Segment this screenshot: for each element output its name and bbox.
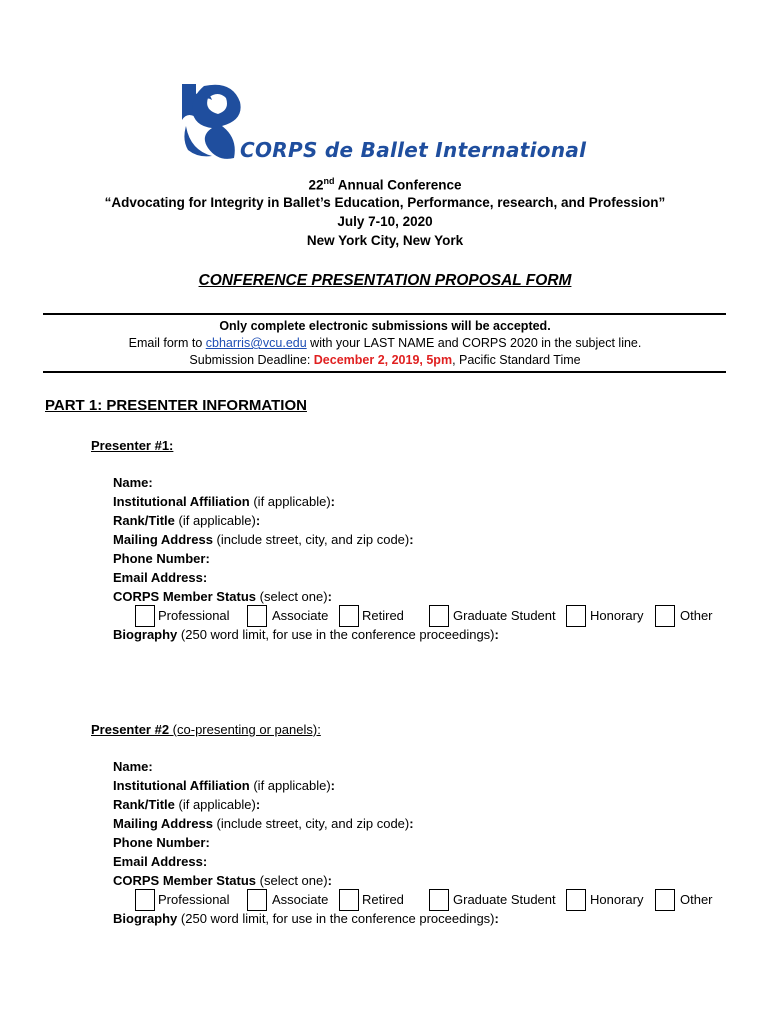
p1-status-label	[113, 589, 332, 604]
p2-rank-label	[113, 797, 260, 812]
conference-title	[0, 176, 770, 193]
presenter1-label: Presenter #1:	[91, 438, 174, 453]
p1-associate-label: Associate	[272, 608, 329, 623]
divider-bottom	[43, 371, 726, 373]
p1-retired-checkbox[interactable]	[339, 605, 359, 627]
p1-affiliation-rest: (if applicable)	[249, 494, 331, 509]
p2-biography-rest: (250 word limit, for use in the conference proceedings)	[177, 911, 495, 926]
conference-ordinal-suffix: nd	[323, 176, 335, 186]
p1-rank-bold: Rank/Title	[113, 513, 175, 528]
p1-mailing-bold: Mailing Address	[113, 532, 213, 547]
submission-deadline	[0, 353, 770, 367]
p1-mailing-label	[113, 532, 414, 547]
electronic-notice: Only complete electronic submissions will be accepted.	[219, 319, 551, 333]
p2-email-label: Email Address:	[113, 854, 208, 869]
p2-status-bold: CORPS Member Status	[113, 873, 257, 888]
p1-rank-rest: (if applicable)	[174, 513, 256, 528]
p1-affiliation-colon: :	[330, 494, 336, 509]
p1-retired-label: Retired	[362, 608, 404, 623]
presenter2-label-rest: (co-presenting or panels):	[169, 722, 321, 737]
p1-status-rest: (select one)	[256, 589, 328, 604]
p2-affiliation-colon: :	[330, 778, 336, 793]
p2-status-colon: :	[327, 873, 332, 888]
p2-status-rest: (select one)	[256, 873, 328, 888]
p1-mailing-rest: (include street, city, and zip code)	[212, 532, 410, 547]
p2-retired-label: Retired	[362, 892, 404, 907]
p1-status-colon: :	[327, 589, 332, 604]
p1-rank-label	[113, 513, 260, 528]
p2-associate-label: Associate	[272, 892, 329, 907]
email-prefix: Email form to	[128, 336, 206, 350]
p2-mailing-bold: Mailing Address	[113, 816, 213, 831]
p2-mailing-colon: :	[409, 816, 414, 831]
p2-phone-label: Phone Number:	[113, 835, 210, 850]
p1-graduate-checkbox[interactable]	[429, 605, 449, 627]
part1-heading: PART 1: PRESENTER INFORMATION	[45, 397, 307, 414]
divider-top	[43, 313, 726, 315]
p2-retired-checkbox[interactable]	[339, 889, 359, 911]
p2-other-label: Other	[680, 892, 713, 907]
p2-rank-rest: (if applicable)	[174, 797, 256, 812]
p2-name-label: Name:	[113, 759, 153, 774]
p2-biography-colon: :	[494, 911, 499, 926]
p2-other-checkbox[interactable]	[655, 889, 675, 911]
presenter2-label-bold: Presenter #2	[91, 722, 170, 737]
conference-title-text: Annual Conference	[334, 177, 462, 193]
p1-graduate-label: Graduate Student	[453, 608, 556, 623]
form-title: CONFERENCE PRESENTATION PROPOSAL FORM	[198, 272, 572, 289]
p2-honorary-checkbox[interactable]	[566, 889, 586, 911]
p2-status-label	[113, 873, 332, 888]
p1-mailing-colon: :	[409, 532, 414, 547]
p1-name-label: Name:	[113, 475, 153, 490]
p2-associate-checkbox[interactable]	[247, 889, 267, 911]
p2-biography-label	[113, 911, 499, 926]
corps-logo	[178, 80, 598, 170]
p1-other-checkbox[interactable]	[655, 605, 675, 627]
p2-professional-checkbox[interactable]	[135, 889, 155, 911]
p2-mailing-label	[113, 816, 414, 831]
deadline-date: December 2, 2019, 5pm	[313, 353, 453, 367]
presenter2-label	[91, 722, 321, 737]
p2-mailing-rest: (include street, city, and zip code)	[212, 816, 410, 831]
p1-biography-label	[113, 627, 499, 642]
p2-professional-label: Professional	[158, 892, 230, 907]
deadline-suffix: , Pacific Standard Time	[452, 353, 581, 367]
email-link[interactable]: cbharris@vcu.edu	[205, 336, 307, 350]
p1-phone-label: Phone Number:	[113, 551, 210, 566]
p2-rank-colon: :	[255, 797, 261, 812]
p1-email-label: Email Address:	[113, 570, 208, 585]
p1-affiliation-bold: Institutional Affiliation	[113, 494, 250, 509]
p1-biography-bold: Biography	[113, 627, 178, 642]
email-instructions	[0, 336, 770, 350]
p1-honorary-label: Honorary	[590, 608, 644, 623]
p2-affiliation-bold: Institutional Affiliation	[113, 778, 250, 793]
p1-biography-colon: :	[494, 627, 499, 642]
conference-theme: “Advocating for Integrity in Ballet’s Education, Performance, research, and Profession”	[104, 195, 666, 210]
conference-dates: July 7-10, 2020	[337, 214, 433, 229]
p2-rank-bold: Rank/Title	[113, 797, 175, 812]
p1-professional-checkbox[interactable]	[135, 605, 155, 627]
p2-affiliation-rest: (if applicable)	[249, 778, 331, 793]
logo-text: CORPS de Ballet International	[240, 138, 587, 162]
deadline-prefix: Submission Deadline:	[189, 353, 314, 367]
p2-biography-bold: Biography	[113, 911, 178, 926]
p1-other-label: Other	[680, 608, 713, 623]
conference-ordinal: 22	[308, 177, 324, 193]
p1-affiliation-label	[113, 494, 335, 509]
p1-honorary-checkbox[interactable]	[566, 605, 586, 627]
p1-professional-label: Professional	[158, 608, 230, 623]
p2-graduate-label: Graduate Student	[453, 892, 556, 907]
p2-honorary-label: Honorary	[590, 892, 644, 907]
p1-rank-colon: :	[255, 513, 261, 528]
email-suffix: with your LAST NAME and CORPS 2020 in the subject line.	[306, 336, 642, 350]
corps-swirl-logo-icon	[178, 80, 248, 162]
p1-associate-checkbox[interactable]	[247, 605, 267, 627]
p2-graduate-checkbox[interactable]	[429, 889, 449, 911]
p1-status-bold: CORPS Member Status	[113, 589, 257, 604]
conference-location: New York City, New York	[306, 233, 464, 248]
p2-affiliation-label	[113, 778, 335, 793]
p1-biography-rest: (250 word limit, for use in the conference proceedings)	[177, 627, 495, 642]
